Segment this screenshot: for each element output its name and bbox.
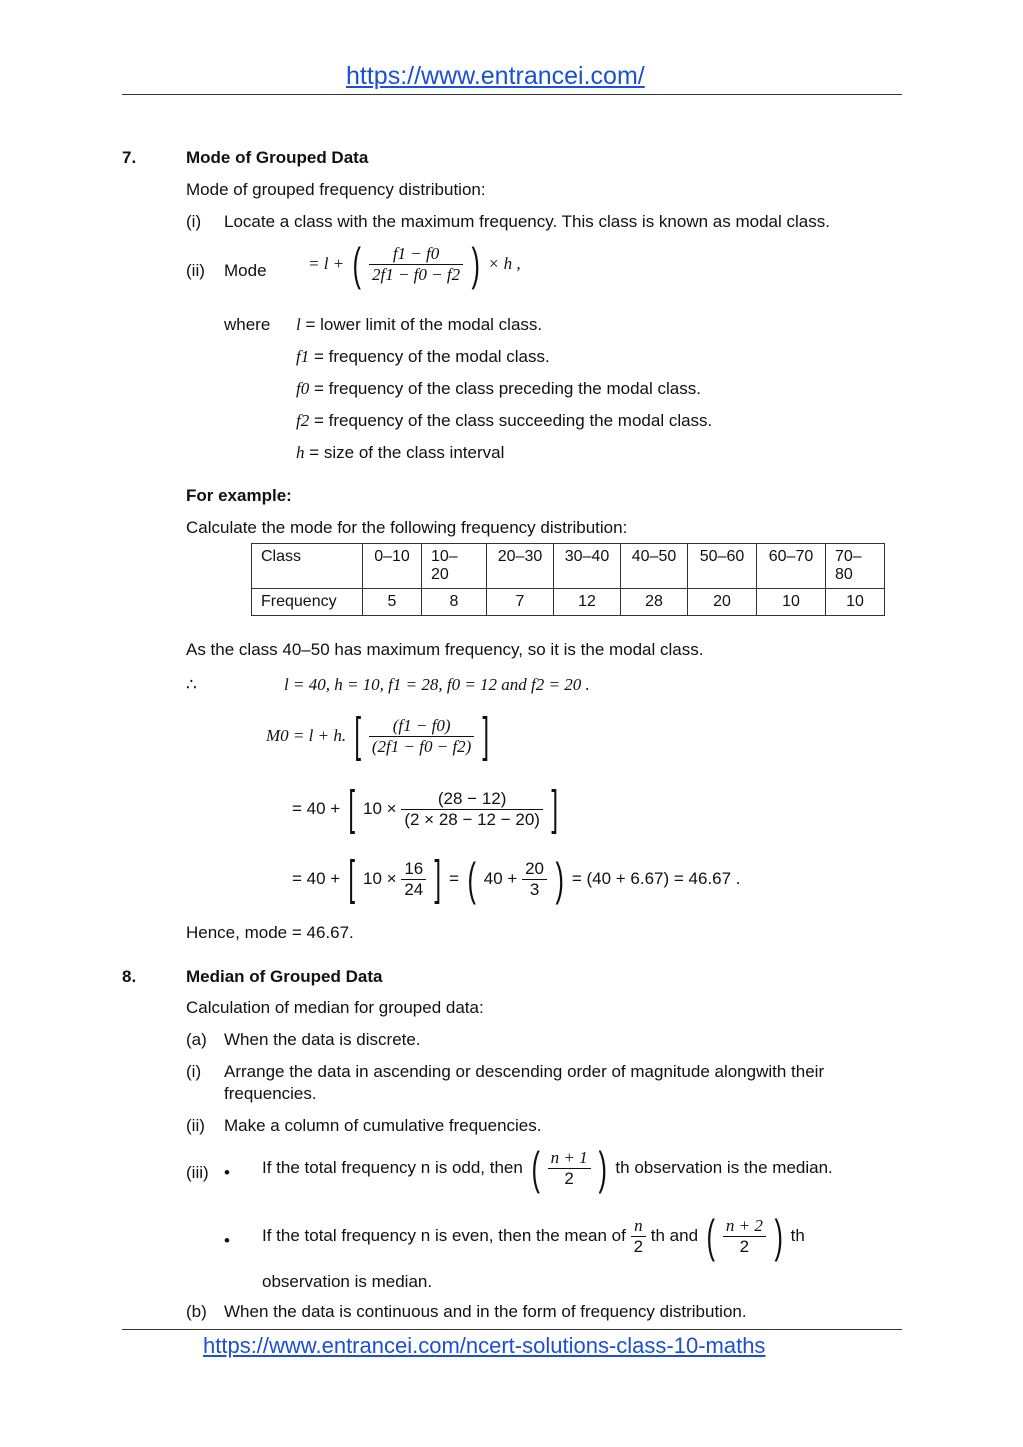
section-8-intro: Calculation of median for grouped data: [186,998,484,1017]
def-symbol: f2 [296,411,310,430]
table-cell: 40–50 [621,544,688,589]
mode-formula-lhs: = l + [308,254,345,273]
step-3-denominator-2: 3 [529,879,540,899]
table-cell: 20–30 [487,544,554,589]
def-symbol: f1 [296,347,310,366]
step-2-lhs: = 40 + [292,799,341,818]
step-3-equals: = [449,869,459,888]
step-1-lhs: M0 = l + h. [266,726,347,745]
def-text: = lower limit of the modal class. [305,315,543,334]
even-denominator-2: 2 [739,1236,750,1256]
step-2-denominator: (2 × 28 − 12 − 20) [404,809,540,829]
table-cell: 20 [688,589,757,616]
even-tail: th [790,1226,805,1245]
frequency-table [251,543,885,616]
section-8-title: Median of Grouped Data [186,967,383,986]
item-i-label-8: (i) [186,1062,202,1081]
right-bracket: ] [551,782,558,835]
footer-url-link[interactable]: https://www.entrancei.com/ncert-solutions-class-10-maths [203,1333,766,1358]
step-3-inner: 10 × [363,869,397,888]
step-2-fraction [401,789,543,830]
step-2-inner: 10 × [363,799,397,818]
mode-step-3 [292,852,741,905]
even-rule [262,1210,805,1262]
def-row-f1 [296,347,550,367]
def-text: = frequency of the class preceding the modal class. [313,379,701,398]
even-mid: th and [650,1226,699,1245]
mode-formula-fraction [369,244,463,285]
odd-tail: th observation is the median. [615,1158,833,1177]
def-text: = size of the class interval [309,443,505,462]
step-3-fraction-2 [522,859,547,900]
section-7-title: Mode of Grouped Data [186,148,369,167]
right-paren: ) [598,1142,608,1194]
mode-formula-numerator: f1 − f0 [369,244,463,265]
item-i-text-8-line-2: frequencies. [224,1084,317,1103]
given-values: l = 40, h = 10, f1 = 28, f0 = 12 and f2 = 20 . [284,675,590,694]
table-cell: 10 [826,589,885,616]
item-b-label: (b) [186,1302,207,1321]
right-paren: ) [471,238,480,290]
def-text: = frequency of the modal class. [313,347,550,366]
item-ii-label-8: (ii) [186,1116,205,1135]
even-text: If the total frequency n is even, then the mean of [262,1226,626,1245]
item-b-text: When the data is continuous and in the form of frequency distribution. [224,1302,747,1321]
item-i-label: (i) [186,212,202,231]
item-i-text-8-line-1: Arrange the data in ascending or descending order of magnitude alongwith their [224,1062,825,1081]
right-paren: ) [555,853,564,905]
odd-fraction [548,1148,591,1189]
mode-formula-denominator: 2f1 − f0 − f2 [371,264,461,284]
step-3-denominator-1: 24 [404,879,424,899]
item-iii-label: (iii) [186,1163,209,1182]
table-cell: 70– 80 [826,544,885,589]
item-ii-text-8: Make a column of cumulative frequencies. [224,1116,542,1135]
def-row-f0 [296,379,701,399]
even-fraction-2 [723,1216,766,1257]
def-symbol: l [296,315,301,334]
mode-formula-rhs: × h , [487,254,521,273]
bullet-even: • [224,1231,230,1250]
step-3-lhs: = 40 + [292,869,341,888]
item-ii-label: (ii) [186,261,205,280]
item-ii-text: Mode [224,261,267,280]
table-row [252,544,885,589]
left-bracket: [ [348,852,355,905]
right-bracket: ] [482,709,490,762]
table-cell: 5 [363,589,422,616]
left-paren: ( [706,1210,715,1262]
step-3-numerator-2: 20 [522,859,547,880]
even-numerator-2: n + 2 [723,1216,766,1237]
def-row-h [296,443,504,463]
odd-text: If the total frequency n is odd, then [262,1158,523,1177]
odd-denominator: 2 [564,1168,574,1188]
table-cell: Frequency [252,589,363,616]
table-cell: 30–40 [554,544,621,589]
def-symbol: f0 [296,379,310,398]
example-title: For example: [186,486,292,505]
right-paren: ) [774,1210,783,1262]
right-bracket: ] [434,852,441,905]
table-cell: 7 [487,589,554,616]
footer-divider [122,1329,902,1330]
bullet-odd: • [224,1163,230,1182]
step-3-numerator-1: 16 [401,859,426,880]
step-3-fraction-1 [401,859,426,900]
step-3-inner-2: 40 + [483,869,518,888]
table-row [252,589,885,616]
item-i-text: Locate a class with the maximum frequency. This class is known as modal class. [224,212,830,231]
table-cell: 28 [621,589,688,616]
item-a-label: (a) [186,1030,207,1049]
even-numerator-1: n [631,1216,646,1237]
header-url-link[interactable]: https://www.entrancei.com/ [346,62,645,90]
even-denominator-1: 2 [633,1236,644,1256]
step-1-denominator: (2f1 − f0 − f2) [371,736,472,756]
step-2-numerator: (28 − 12) [401,789,543,810]
even-continuation: observation is median. [262,1272,433,1291]
def-row-f2 [296,411,712,431]
mode-formula [308,238,521,290]
modal-class-text: As the class 40–50 has maximum frequency, so it is the modal class. [186,640,704,659]
table-cell: 12 [554,589,621,616]
left-paren: ( [352,238,361,290]
odd-numerator: n + 1 [548,1148,591,1169]
table-cell: 8 [422,589,487,616]
table-cell: 50–60 [688,544,757,589]
step-3-rhs: = (40 + 6.67) = 46.67 . [571,869,741,888]
table-cell: 60–70 [757,544,826,589]
def-row-l [296,315,542,335]
table-cell: 10– 20 [422,544,487,589]
odd-rule [262,1142,833,1194]
table-cell: Class [252,544,363,589]
where-label: where [224,315,271,334]
left-paren: ( [531,1142,540,1194]
left-bracket: [ [354,709,361,762]
mode-step-2 [292,782,561,835]
mode-step-1 [266,709,492,762]
mode-result: Hence, mode = 46.67. [186,923,354,942]
left-paren: ( [467,853,476,905]
header-divider [122,94,902,95]
section-7-number: 7. [122,148,137,167]
def-text: = frequency of the class succeeding the modal class. [313,411,713,430]
def-symbol: h [296,443,305,462]
section-8-number: 8. [122,967,137,986]
step-1-numerator: (f1 − f0) [369,716,474,737]
therefore-symbol: ∴ [186,675,197,694]
example-intro: Calculate the mode for the following frequency distribution: [186,518,628,537]
left-bracket: [ [348,782,355,835]
item-a-text: When the data is discrete. [224,1030,421,1049]
table-cell: 0–10 [363,544,422,589]
section-7-intro: Mode of grouped frequency distribution: [186,180,486,199]
step-1-fraction [369,716,474,757]
table-cell: 10 [757,589,826,616]
even-fraction-1 [631,1216,646,1257]
